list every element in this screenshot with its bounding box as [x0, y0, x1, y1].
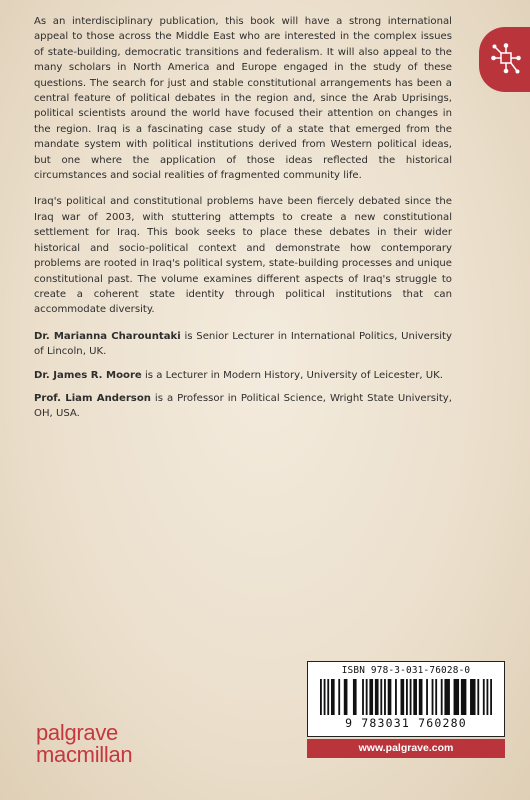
author-bio-2 [34, 368, 452, 383]
barcode-bar [454, 679, 459, 715]
barcode-bar [477, 679, 479, 715]
barcode-bar [366, 679, 368, 715]
barcode-bar [490, 679, 492, 715]
logo-line-1: palgrave [36, 720, 118, 745]
barcode-bar [327, 679, 329, 715]
barcode-bar [395, 679, 397, 715]
barcode-bar [362, 679, 364, 715]
barcode-bar [406, 679, 408, 715]
author-desc-3: is a Professor in Political Science, Wright State University, OH, USA. [34, 392, 452, 420]
barcode-bar [380, 679, 382, 715]
author-name-3: Prof. Liam Anderson [34, 392, 151, 404]
barcode-bar [401, 679, 405, 715]
barcode-bar [444, 679, 449, 715]
back-cover-text [34, 14, 452, 430]
barcode-bar [461, 679, 466, 715]
barcode-bar [338, 679, 340, 715]
blurb-paragraph-2: Iraq's political and constitutional problems have been fiercely debated since the Iraq war of 2003, with stuttering attempts to create a new constitutional settlement for Iraq. This book seeks to place these debates in their wider historical and socio-political context and demonstrate how contemporary problems are rooted in Iraq's political system, state-building processes and unique constitutional past. The volume examines different aspects of Iraq's struggle to create a coherent state identity through political institutions that can accommodate diversity. [34, 196, 452, 316]
barcode-bar [413, 679, 417, 715]
barcode-bar [483, 679, 485, 715]
author-desc-2: is a Lecturer in Modern History, University of Leicester, UK. [141, 369, 444, 381]
network-icon [491, 42, 521, 76]
barcode-bar [419, 679, 423, 715]
barcode-bar [384, 679, 386, 715]
barcode-bar [353, 679, 357, 715]
barcode-bar [410, 679, 412, 715]
barcode-bar [320, 679, 322, 715]
author-name-1: Dr. Marianna Charountaki [34, 330, 181, 342]
author-bio-1 [34, 329, 452, 360]
palgrave-macmillan-logo [36, 722, 132, 766]
barcode-bar [369, 679, 373, 715]
barcode-bar [470, 679, 475, 715]
barcode-bar [375, 679, 379, 715]
author-bio-3 [34, 391, 452, 422]
logo-line-2: macmillan [36, 742, 133, 767]
isbn-label: ISBN 978-3-031-76028-0 [341, 665, 471, 676]
blurb-paragraph-1: As an interdisciplinary publication, this book will have a strong international appeal to those across the Middle East who are interested in the complex issues of state-building, democratic transitions and federalism. It will also appeal to the many scholars in North America and Europe engaged in the study of these questions. The search for just and stable constitutional arrangements has been a central feature of political debates in the region and, since the Arab Uprisings, political scientists around the world have focused their attention on changes in the region. Iraq is a fascinating case study of a state that emerged from the mandate system with political institutions derived from Western political ideas, but one where the application of those ideas reflected the historical circumstances and social realities of fragmented community life. [34, 16, 452, 182]
barcode-bar [324, 679, 326, 715]
barcode-bar [426, 679, 428, 715]
publisher-url[interactable]: www.palgrave.com [307, 739, 505, 758]
barcode-bar [344, 679, 348, 715]
barcode-bar [441, 679, 443, 715]
barcode-bar [388, 679, 392, 715]
barcode-bar [435, 679, 437, 715]
author-desc-1: is Senior Lecturer in International Politics, University of Lincoln, UK. [34, 330, 452, 358]
barcode-bar [432, 679, 434, 715]
barcode-digits: 9 783031 760280 [345, 716, 467, 730]
barcode-bar [331, 679, 335, 715]
barcode-bars [320, 679, 492, 717]
series-badge [479, 27, 530, 92]
barcode-bar [487, 679, 489, 715]
author-name-2: Dr. James R. Moore [34, 369, 142, 381]
isbn-barcode [307, 661, 505, 737]
